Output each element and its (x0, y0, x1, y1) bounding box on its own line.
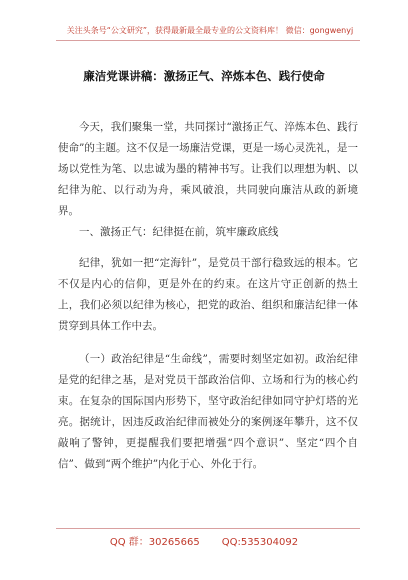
subsection-1-paragraph: （一）政治纪律是“生命线”，需要时刻坚定如初。政治纪律是党的纪律之基，是对党员干部政治信仰、立场和行为的核心约束。在复杂的国际国内形势下，坚守政治纪律如同守护灯塔的光亮。据统计，因违反政治纪律而被处分的案例逐年攀升，这不仅敲响了警钟，更提醒我们要把增强“四个意识”、坚定“四个自信”、做到“两个维护”内化于心、外化于行。 (58, 353, 358, 470)
footer-qq-group: QQ 群：30265665 (109, 537, 200, 548)
footer (40, 533, 368, 548)
footer-qq: QQ:535304092 (221, 537, 299, 548)
header-divider (56, 40, 360, 41)
section-heading-1: 一、激扬正气：纪律挺在前，筑牢廉政底线 (79, 226, 279, 238)
section-1-paragraph: 纪律，犹如一把“定海针”，是党员干部行稳致远的根本。它不仅是内心的信仰，更是外在的约束。在这片守正创新的热土上，我们必须以纪律为核心，把党的政治、组织和廉洁纪律一体贯穿到具体工作中去。 (58, 257, 358, 332)
intro-paragraph: 今天，我们聚集一堂，共同探讨“激扬正气、淬炼本色、践行使命”的主题。这不仅是一场廉洁党课，更是一场心灵洗礼，是一场以党性为笔、以忠诚为墨的精神书写。让我们以理想为帆、以纪律为舵、以行动为舟，乘风破浪，共同驶向廉洁从政的新境界。 (58, 121, 358, 217)
footer-divider (56, 528, 360, 529)
header-banner: 关注头条号“公文研究”，获得最新最全最专业的公文资料库！ 微信：gongwenyj (66, 26, 354, 35)
document-body (58, 117, 358, 475)
document-title: 廉洁党课讲稿：激扬正气、淬炼本色、践行使命 (83, 69, 325, 83)
